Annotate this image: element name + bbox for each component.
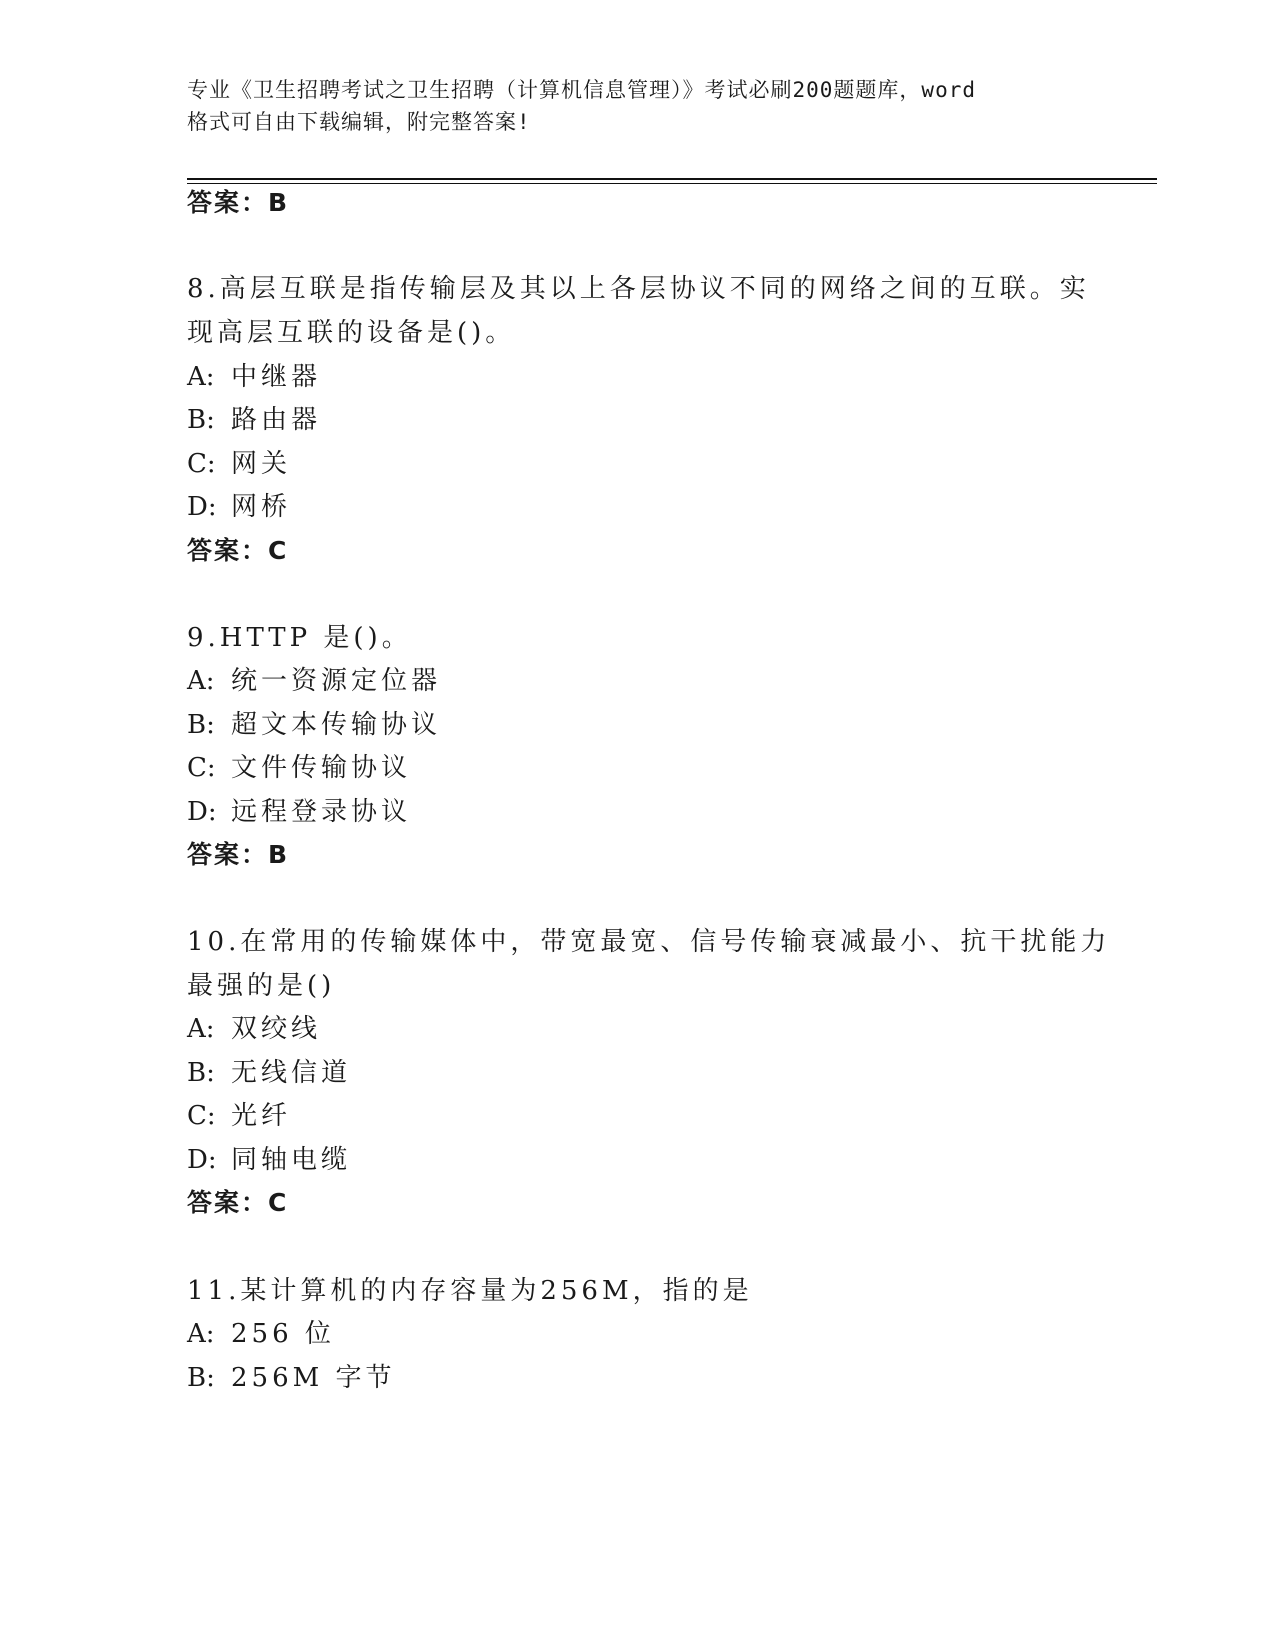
question-stem-line: 最强的是()	[187, 971, 336, 1001]
option-text: 同轴电缆	[231, 1145, 352, 1175]
answer-label: 答案：	[187, 536, 269, 565]
option-text: 双绞线	[231, 1014, 322, 1044]
question-stem-line: 10.在常用的传输媒体中，带宽最宽、信号传输衰减最小、抗干扰能力	[187, 927, 1111, 957]
header-rule-thin	[187, 183, 1157, 184]
document-header	[187, 74, 1087, 138]
option-d	[187, 1143, 351, 1177]
option-letter: A:	[187, 666, 215, 696]
option-text: 无线信道	[231, 1058, 352, 1088]
header-line-1: 专业《卫生招聘考试之卫生招聘（计算机信息管理）》考试必刷200题题库，word	[187, 78, 976, 102]
option-b	[187, 403, 321, 437]
option-c	[187, 447, 291, 481]
option-text: 中继器	[231, 362, 322, 392]
option-text: 256M 字节	[231, 1363, 396, 1393]
option-a	[187, 1012, 321, 1046]
option-c	[187, 751, 411, 785]
answer-line	[187, 534, 288, 568]
option-text: 远程登录协议	[231, 797, 412, 827]
answer-label: 答案：	[187, 188, 269, 217]
answer-value: C	[268, 536, 289, 565]
option-text: 超文本传输协议	[231, 710, 442, 740]
option-text: 统一资源定位器	[231, 666, 442, 696]
option-letter: C:	[187, 753, 216, 783]
answer-label: 答案：	[187, 840, 269, 869]
option-text: 光纤	[231, 1101, 292, 1131]
option-letter: C:	[187, 449, 216, 479]
option-text: 网桥	[231, 492, 292, 522]
question-stem-line: 11.某计算机的内存容量为256M，指的是	[187, 1276, 753, 1306]
option-b	[187, 1361, 396, 1395]
option-letter: C:	[187, 1101, 216, 1131]
option-text: 路由器	[231, 405, 322, 435]
option-text: 256 位	[231, 1319, 335, 1349]
option-text: 文件传输协议	[231, 753, 412, 783]
option-letter: B:	[187, 1363, 215, 1393]
question-stem-line: 现高层互联的设备是()。	[187, 318, 516, 348]
option-letter: D:	[187, 492, 217, 522]
option-a	[187, 360, 321, 394]
option-c	[187, 1099, 291, 1133]
option-a	[187, 1317, 335, 1351]
answer-label: 答案：	[187, 1188, 269, 1217]
option-b	[187, 708, 441, 742]
option-letter: B:	[187, 1058, 215, 1088]
option-a	[187, 664, 441, 698]
option-letter: B:	[187, 710, 215, 740]
option-letter: A:	[187, 1014, 215, 1044]
option-letter: A:	[187, 362, 215, 392]
question-stem-line: 8.高层互联是指传输层及其以上各层协议不同的网络之间的互联。实	[187, 274, 1090, 304]
header-line-2: 格式可自由下载编辑，附完整答案!	[187, 110, 531, 134]
answer-value: B	[268, 188, 290, 217]
option-letter: D:	[187, 797, 217, 827]
option-letter: D:	[187, 1145, 217, 1175]
option-d	[187, 795, 411, 829]
answer-value: B	[268, 840, 290, 869]
option-letter: A:	[187, 1319, 215, 1349]
option-letter: B:	[187, 405, 215, 435]
answer-value: C	[268, 1188, 289, 1217]
answer-line	[187, 838, 289, 872]
question-stem-line: 9.HTTP 是()。	[187, 623, 412, 653]
header-rule-thick	[187, 178, 1157, 180]
option-b	[187, 1056, 351, 1090]
option-text: 网关	[231, 449, 292, 479]
answer-line	[187, 1186, 288, 1220]
prev-answer	[187, 186, 289, 220]
option-d	[187, 490, 291, 524]
